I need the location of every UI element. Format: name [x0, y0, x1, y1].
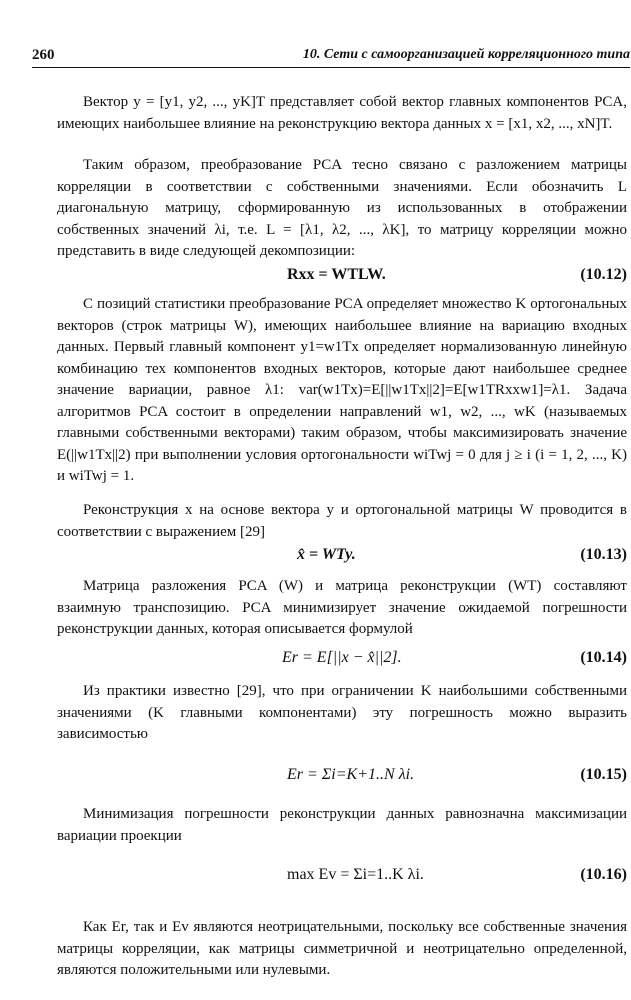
equation-number: (10.14) [580, 649, 627, 666]
equation-expression: Er = Σi=K+1..N λi. [287, 766, 415, 783]
paragraph-5: Матрица разложения PCA (W) и матрица реконструкции (WT) составляют взаимную транспозицию. PCA минимизирует значение ожидаемой погрешности реконструкции данных, которая описывается формулой [57, 578, 627, 637]
equation-expression: x̂ = WTy. [297, 546, 356, 563]
equation-10-12 [57, 266, 627, 290]
page-number: 260 [32, 47, 55, 63]
equation-expression: max Ev = Σi=1..K λi. [287, 866, 424, 883]
paragraph-4: Реконструкция x на основе вектора y и ортогональной матрицы W проводится в соответствии с выражением [29] [57, 502, 627, 540]
equation-expression: Er = E[||x − x̂||2]. [282, 649, 402, 666]
paragraph-1: Вектор y = [y1, y2, ..., yK]T представляет собой вектор главных компонентов PCA, имеющих наибольшее влияние на реконструкцию вектора данных x = [x1, x2, ..., xN]T. [57, 94, 627, 132]
paragraph-3: С позиций статистики преобразование PCA определяет множество K ортогональных векторов (строк матрицы W), имеющих наибольшее влияние на вариацию входных данных. Первый главный компонент y1=w1Tx определяет нормализованную линейную комбинацию тех компонентов входных векторов, которые дают наибольшее среднее значение вариации, равное λ1: var(w1Tx)=E[||w1Tx||2]=E[w1TRxxw1]=λ1. Задача алгоритмов PCA состоит в определении направлений w1, w2, ..., wK (называемых главными собственными векторами) таким образом, чтобы максимизировать значение E(||w1Tx||2) при выполнении условия ортогональности wiTwj = 0 для j ≥ i (i = 1, 2, ..., K) и wiTwj = 1. [57, 296, 627, 484]
equation-number: (10.13) [580, 546, 627, 563]
page-header [32, 45, 630, 68]
equation-number: (10.15) [580, 766, 627, 783]
paragraph-8: Как Er, так и Ev являются неотрицательными, поскольку все собственные значения матрицы корреляции, как матрицы симметричной и неотрицательно определенной, являются положительными или нулевыми. [57, 919, 627, 978]
paragraph-7: Минимизация погрешности реконструкции данных равнозначна максимизации вариации проекции [57, 806, 627, 844]
equation-number: (10.12) [580, 266, 627, 283]
equation-expression: Rxx = WTLW. [287, 266, 386, 283]
equation-10-16 [57, 860, 627, 896]
paragraph-6: Из практики известно [29], что при ограничении K наибольшими собственными значениями (K главными компонентами) эту погрешность можно выразить зависимостью [57, 683, 627, 742]
equation-10-15 [57, 760, 627, 796]
equation-10-13 [57, 546, 627, 570]
paragraph-2: Таким образом, преобразование PCA тесно связано с разложением матрицы корреляции в соответствии с собственными значениями. Если обозначить L диагональную матрицу, сформированную из использованных в отображении собственных значений λi, т.е. L = [λ1, λ2, ..., λK], то матрицу корреляции можно представить в виде следующей декомпозиции: [57, 157, 627, 259]
running-title: 10. Сети с самоорганизацией корреляционного типа [302, 47, 630, 62]
equation-10-14 [57, 649, 627, 673]
equation-number: (10.16) [580, 866, 627, 883]
